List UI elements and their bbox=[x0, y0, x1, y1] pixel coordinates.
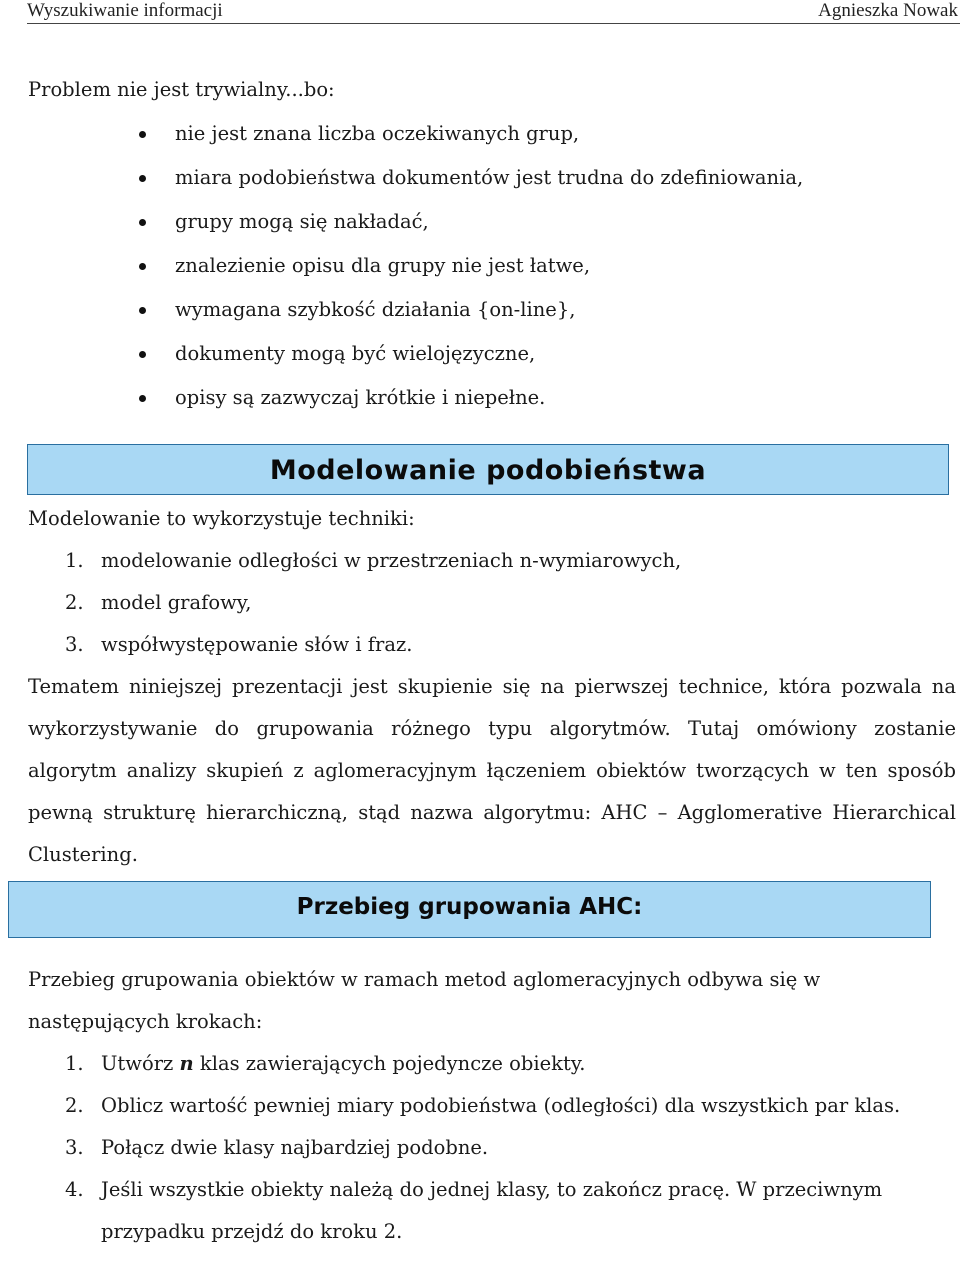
math-variable: n bbox=[179, 1052, 194, 1075]
modelowanie-intro: Modelowanie to wykorzystuje techniki: bbox=[28, 507, 415, 530]
header-title: Wyszukiwanie informacji bbox=[27, 0, 223, 21]
list-item: miara podobieństwa dokumentów jest trudna do zdefiniowania, bbox=[175, 156, 956, 200]
list-item: znalezienie opisu dla grupy nie jest łatwe, bbox=[175, 244, 956, 288]
list-item: 2. model grafowy, bbox=[65, 591, 252, 614]
bullet-icon bbox=[139, 219, 146, 226]
list-item: opisy są zazwyczaj krótkie i niepełne. bbox=[175, 376, 956, 420]
list-item: 1. modelowanie odległości w przestrzeniach n-wymiarowych, bbox=[65, 549, 682, 572]
list-item: 4. Jeśli wszystkie obiekty należą do jednej klasy, to zakończ pracę. W przeciwnym przypadku przejdź do kroku 2. bbox=[65, 1178, 883, 1243]
page-header bbox=[27, 0, 960, 24]
list-item: 2. Oblicz wartość pewniej miary podobieństwa (odległości) dla wszystkich par klas. bbox=[65, 1094, 901, 1117]
bullet-icon bbox=[139, 351, 146, 358]
modelowanie-section bbox=[28, 498, 956, 876]
list-item: nie jest znana liczba oczekiwanych grup, bbox=[175, 112, 956, 156]
list-item: dokumenty mogą być wielojęzyczne, bbox=[175, 332, 956, 376]
bullet-icon bbox=[139, 175, 146, 182]
section-heading-ahc: Przebieg grupowania AHC: bbox=[8, 881, 931, 938]
bullet-icon bbox=[139, 131, 146, 138]
list-item: 3. Połącz dwie klasy najbardziej podobne. bbox=[65, 1136, 489, 1159]
bullet-icon bbox=[139, 395, 146, 402]
problem-intro: Problem nie jest trywialny...bo: bbox=[28, 78, 335, 101]
techniques-list bbox=[28, 540, 956, 666]
bullet-icon bbox=[139, 307, 146, 314]
list-item: grupy mogą się nakładać, bbox=[175, 200, 956, 244]
problem-section bbox=[28, 68, 956, 420]
ahc-intro: Przebieg grupowania obiektów w ramach metod aglomeracyjnych odbywa się w następujących krokach: bbox=[28, 968, 821, 1033]
bullet-icon bbox=[139, 263, 146, 270]
list-item: 3. współwystępowanie słów i fraz. bbox=[65, 633, 413, 656]
ahc-steps-list bbox=[28, 1043, 956, 1253]
list-item: 1. Utwórz n klas zawierających pojedyncze obiekty. bbox=[65, 1052, 586, 1075]
section-heading-modelowanie: Modelowanie podobieństwa bbox=[27, 444, 949, 495]
problem-list bbox=[28, 112, 956, 420]
modelowanie-paragraph: Tematem niniejszej prezentacji jest skupienie się na pierwszej technice, która pozwala na wykorzystywanie do grupowania różnego typu algorytmów. Tutaj omówiony zostanie algorytm analizy skupień z aglomeracyjnym łączeniem obiektów tworzących w ten sposób pewną strukturę hierarchiczną, stąd nazwa algorytmu: AHC – Agglomerative Hierarchical Clustering. bbox=[28, 675, 956, 866]
header-author: Agnieszka Nowak bbox=[818, 0, 958, 21]
list-item: wymagana szybkość działania {on-line}, bbox=[175, 288, 956, 332]
ahc-section bbox=[28, 959, 956, 1253]
